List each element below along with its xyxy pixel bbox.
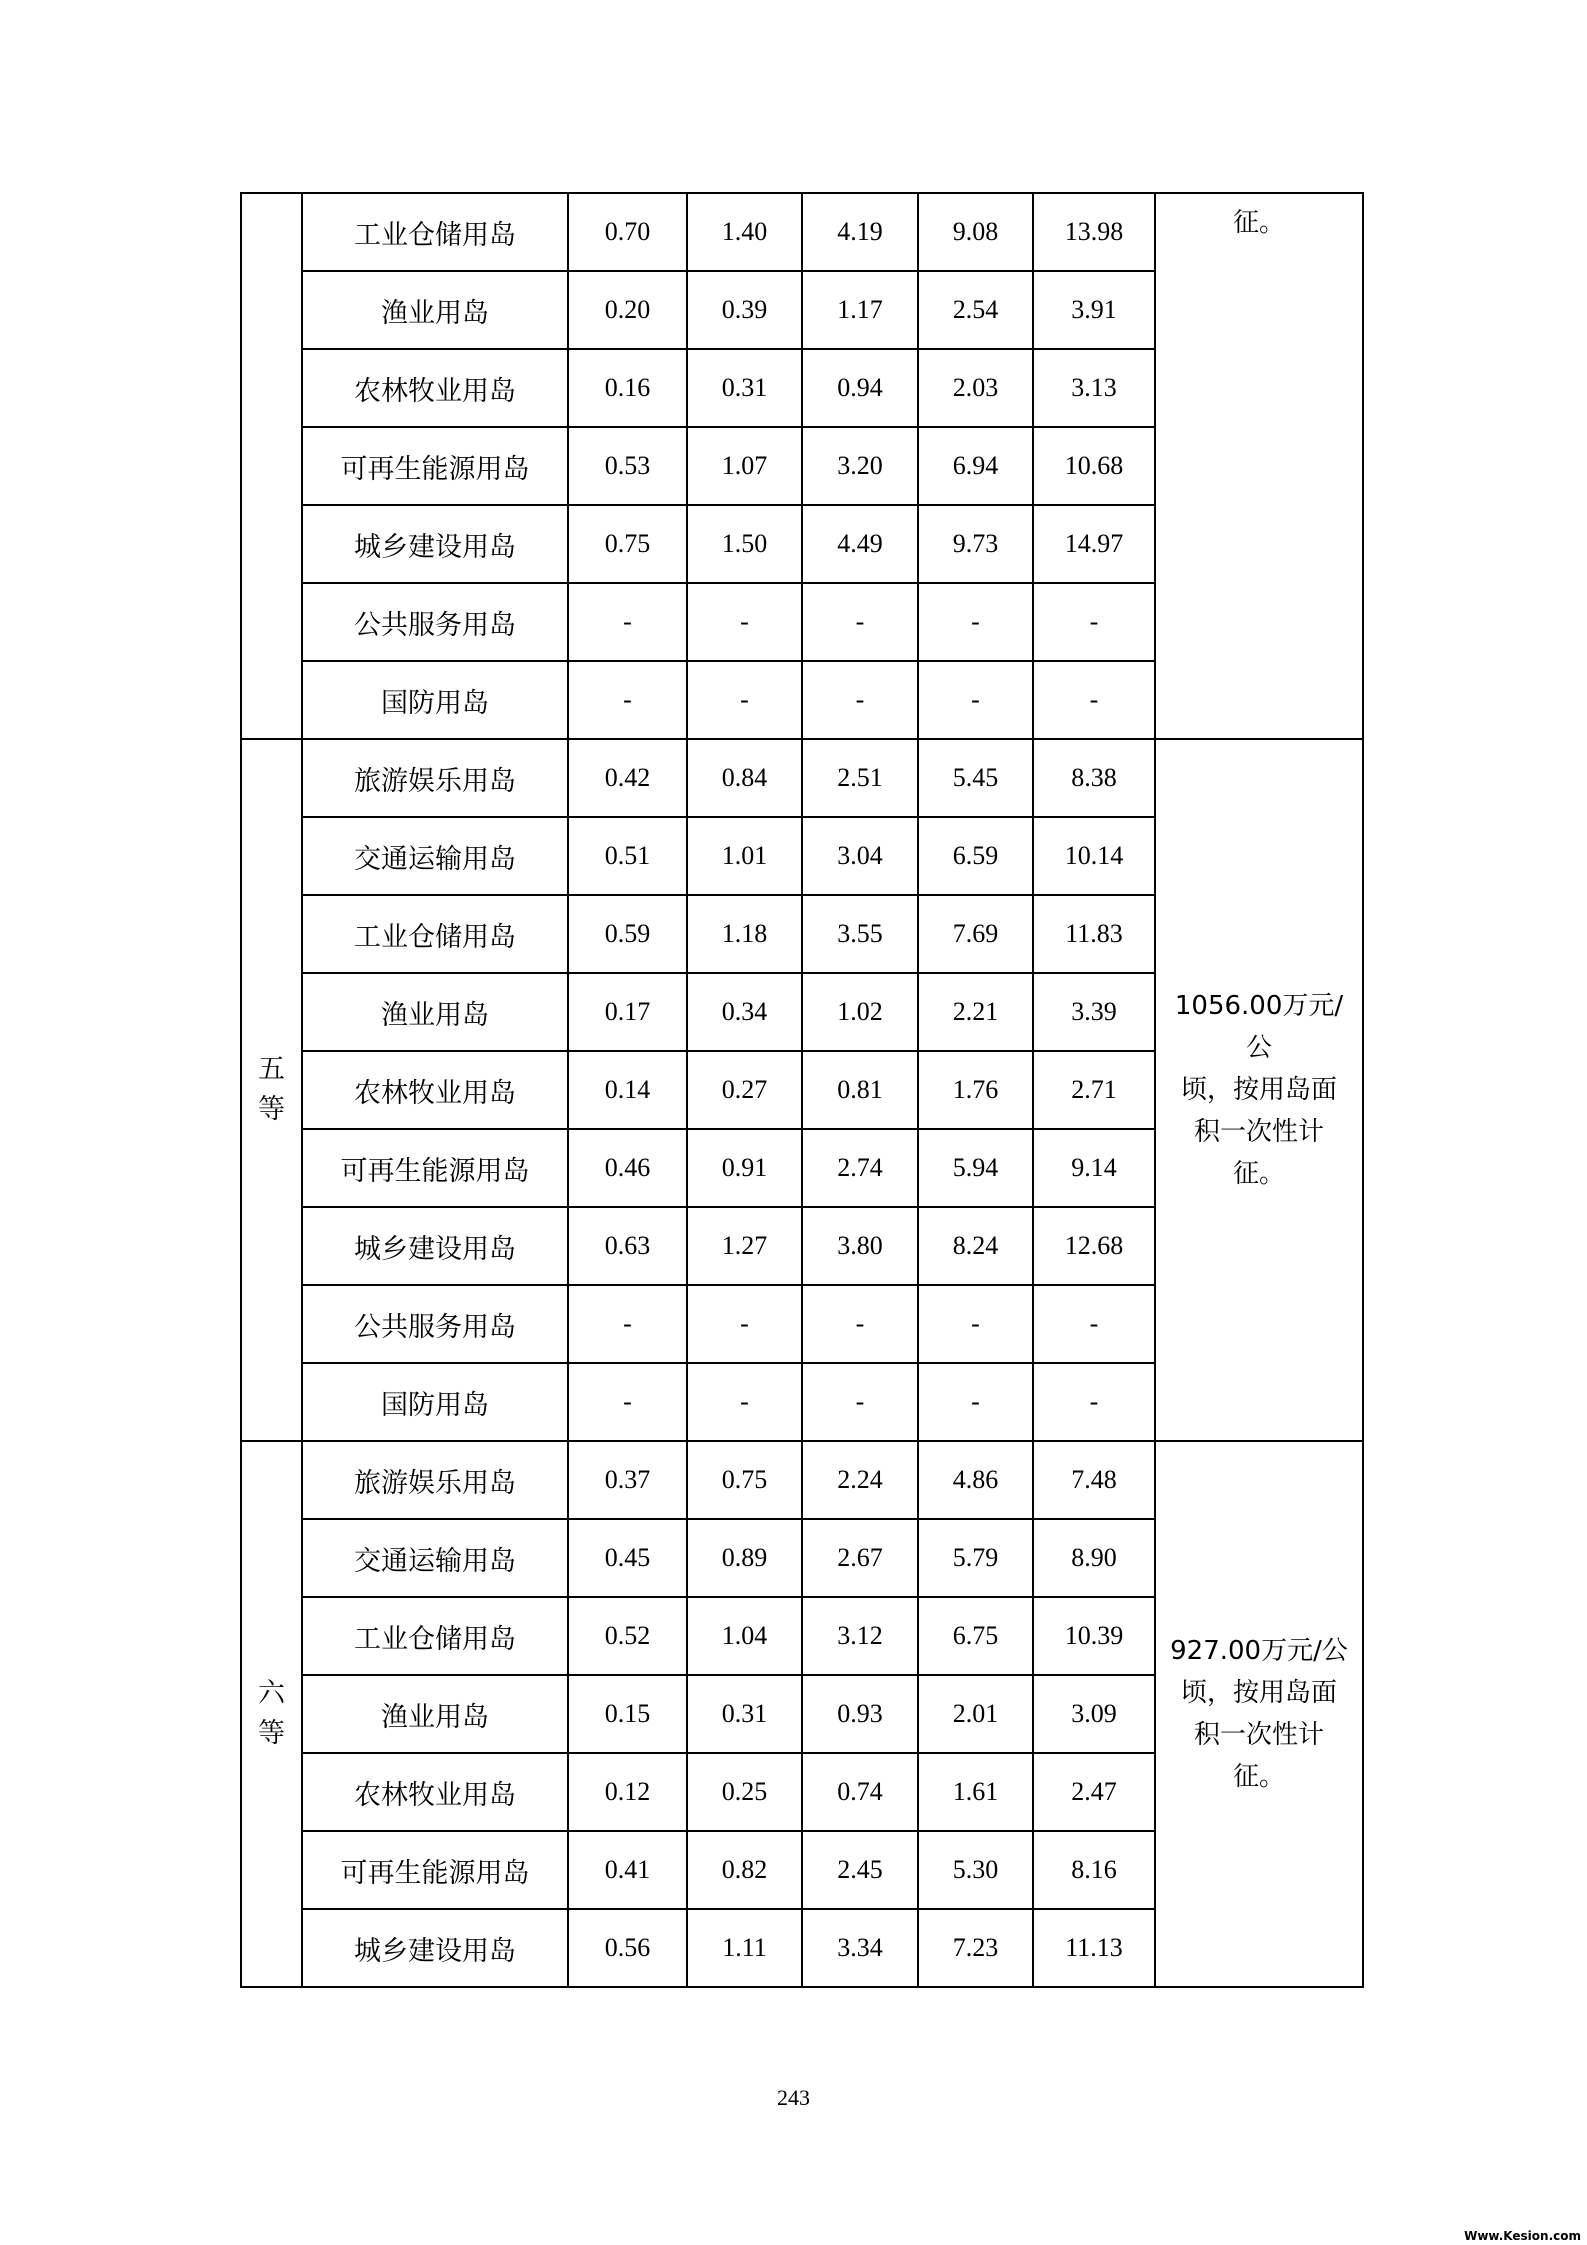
table-row [241,193,1363,271]
island-use-type: 城乡建设用岛 [302,1909,568,1987]
fee-value-cell: 3.80 [802,1207,918,1285]
fee-value-cell: 0.89 [687,1519,802,1597]
fee-value-cell: 0.75 [568,505,687,583]
fee-value-cell: 0.39 [687,271,802,349]
fee-value-cell: 3.20 [802,427,918,505]
island-use-type: 国防用岛 [302,661,568,739]
fee-value-cell: 1.50 [687,505,802,583]
fee-value-cell: 0.81 [802,1051,918,1129]
fee-value-cell: - [802,583,918,661]
fee-value-cell: 0.51 [568,817,687,895]
fee-value-cell: - [687,1363,802,1441]
island-use-type: 农林牧业用岛 [302,349,568,427]
fee-note-line: 积一次性计 [1193,1117,1324,1147]
island-use-type: 工业仓储用岛 [302,895,568,973]
fee-value-cell: 3.13 [1033,349,1155,427]
fee-value-cell: 0.74 [802,1753,918,1831]
island-use-type: 渔业用岛 [302,973,568,1051]
fee-note-line: 征。 [1232,208,1285,238]
island-use-type: 可再生能源用岛 [302,1831,568,1909]
grade-label: 等 [258,1718,285,1749]
fee-value-cell: 9.08 [918,193,1033,271]
fee-value-cell: 8.90 [1033,1519,1155,1597]
fee-value-cell: 0.31 [687,1675,802,1753]
island-use-type: 渔业用岛 [302,1675,568,1753]
fee-value-cell: 0.56 [568,1909,687,1987]
island-use-type: 国防用岛 [302,1363,568,1441]
fee-value-cell: 3.34 [802,1909,918,1987]
fee-value-cell: 13.98 [1033,193,1155,271]
fee-value-cell: 2.45 [802,1831,918,1909]
fee-value-cell: 0.52 [568,1597,687,1675]
fee-value-cell: - [687,583,802,661]
fee-value-cell: - [568,1363,687,1441]
fee-value-cell: 3.55 [802,895,918,973]
fee-value-cell: 7.48 [1033,1441,1155,1519]
island-use-type: 城乡建设用岛 [302,1207,568,1285]
fee-value-cell: 0.37 [568,1441,687,1519]
fee-value-cell: 0.16 [568,349,687,427]
fee-value-cell: 1.27 [687,1207,802,1285]
fee-value-cell: 1.17 [802,271,918,349]
fee-value-cell: - [568,661,687,739]
fee-value-cell: 9.14 [1033,1129,1155,1207]
island-use-type: 工业仓储用岛 [302,1597,568,1675]
fee-value-cell: - [802,661,918,739]
fee-value-cell: 0.93 [802,1675,918,1753]
fee-value-cell: 1.07 [687,427,802,505]
island-use-type: 可再生能源用岛 [302,427,568,505]
fee-value-cell: 8.16 [1033,1831,1155,1909]
fee-note-cell [1155,1441,1363,1987]
fee-value-cell: 0.82 [687,1831,802,1909]
fee-value-cell: 0.27 [687,1051,802,1129]
fee-note-line: 征。 [1232,1762,1285,1792]
fee-value-cell: 4.19 [802,193,918,271]
fee-value-cell: 0.42 [568,739,687,817]
fee-value-cell: 2.24 [802,1441,918,1519]
fee-value-cell: 1.40 [687,193,802,271]
fee-value-cell: - [1033,661,1155,739]
fee-value-cell: 5.30 [918,1831,1033,1909]
fee-value-cell: 0.53 [568,427,687,505]
fee-value-cell: 3.09 [1033,1675,1155,1753]
fee-note-line: 1056.00万元/公 [1174,991,1344,1063]
fee-value-cell: 6.75 [918,1597,1033,1675]
fee-value-cell: 1.76 [918,1051,1033,1129]
fee-value-cell: 0.20 [568,271,687,349]
fee-value-cell: 10.39 [1033,1597,1155,1675]
fee-note-line: 顷，按用岛面 [1180,1075,1337,1105]
fee-note-line: 顷，按用岛面 [1180,1678,1337,1708]
fee-value-cell: 0.70 [568,193,687,271]
fee-value-cell: 1.61 [918,1753,1033,1831]
fee-value-cell: 6.94 [918,427,1033,505]
table-row [241,739,1363,817]
fee-value-cell: 11.83 [1033,895,1155,973]
fee-value-cell: 0.75 [687,1441,802,1519]
island-use-type: 农林牧业用岛 [302,1753,568,1831]
fee-value-cell: 9.73 [918,505,1033,583]
site-watermark: Www.Kesion.com [1464,2229,1581,2243]
fee-value-cell: 2.74 [802,1129,918,1207]
fee-value-cell: 4.49 [802,505,918,583]
fee-value-cell: 5.79 [918,1519,1033,1597]
fee-value-cell: 1.02 [802,973,918,1051]
fee-note-line: 征。 [1232,1159,1285,1189]
fee-value-cell: 8.38 [1033,739,1155,817]
island-fee-table [240,192,1364,1988]
fee-value-cell: - [687,661,802,739]
island-use-type: 公共服务用岛 [302,583,568,661]
fee-value-cell: 2.47 [1033,1753,1155,1831]
fee-value-cell: 0.94 [802,349,918,427]
island-use-type: 工业仓储用岛 [302,193,568,271]
table-body [241,193,1363,1987]
fee-value-cell: 2.51 [802,739,918,817]
fee-value-cell: 0.17 [568,973,687,1051]
fee-value-cell: 11.13 [1033,1909,1155,1987]
fee-value-cell: 0.31 [687,349,802,427]
fee-value-cell: 1.18 [687,895,802,973]
fee-value-cell: 1.01 [687,817,802,895]
fee-value-cell: 10.14 [1033,817,1155,895]
fee-value-cell: 5.45 [918,739,1033,817]
fee-value-cell: 0.84 [687,739,802,817]
fee-value-cell: 0.15 [568,1675,687,1753]
fee-note-line: 积一次性计 [1193,1720,1324,1750]
fee-value-cell: 3.12 [802,1597,918,1675]
fee-value-cell: 10.68 [1033,427,1155,505]
fee-value-cell: 8.24 [918,1207,1033,1285]
fee-value-cell: - [1033,583,1155,661]
island-use-type: 公共服务用岛 [302,1285,568,1363]
fee-value-cell: 2.03 [918,349,1033,427]
fee-note-cell [1155,193,1363,739]
island-use-type: 渔业用岛 [302,271,568,349]
fee-value-cell: 2.67 [802,1519,918,1597]
fee-value-cell: 3.91 [1033,271,1155,349]
fee-value-cell: - [918,1363,1033,1441]
fee-value-cell: - [1033,1363,1155,1441]
island-use-type: 交通运输用岛 [302,817,568,895]
fee-value-cell: 3.04 [802,817,918,895]
fee-value-cell: 6.59 [918,817,1033,895]
fee-value-cell: 4.86 [918,1441,1033,1519]
fee-value-cell: 0.41 [568,1831,687,1909]
fee-value-cell: 3.39 [1033,973,1155,1051]
fee-value-cell: - [918,661,1033,739]
fee-value-cell: 2.71 [1033,1051,1155,1129]
fee-value-cell: 1.11 [687,1909,802,1987]
fee-value-cell: 7.23 [918,1909,1033,1987]
fee-value-cell: - [918,1285,1033,1363]
fee-value-cell: - [802,1285,918,1363]
fee-value-cell: 2.01 [918,1675,1033,1753]
fee-value-cell: 0.45 [568,1519,687,1597]
page-number: 243 [777,2085,810,2110]
fee-value-cell: - [687,1285,802,1363]
fee-value-cell: 7.69 [918,895,1033,973]
grade-cell [241,739,302,1441]
fee-value-cell: 14.97 [1033,505,1155,583]
island-use-type: 旅游娱乐用岛 [302,1441,568,1519]
fee-value-cell: 0.25 [687,1753,802,1831]
island-use-type: 旅游娱乐用岛 [302,739,568,817]
island-use-type: 农林牧业用岛 [302,1051,568,1129]
grade-label: 五 [258,1054,285,1085]
fee-note-line: 927.00万元/公 [1170,1636,1348,1666]
grade-label: 等 [258,1094,285,1125]
fee-value-cell: 0.63 [568,1207,687,1285]
island-use-type: 交通运输用岛 [302,1519,568,1597]
fee-value-cell: 2.21 [918,973,1033,1051]
fee-value-cell: - [568,583,687,661]
grade-cell [241,1441,302,1987]
fee-value-cell: 1.04 [687,1597,802,1675]
table-row [241,1441,1363,1519]
fee-value-cell: 0.34 [687,973,802,1051]
fee-value-cell: 0.91 [687,1129,802,1207]
fee-value-cell: 0.46 [568,1129,687,1207]
fee-value-cell: 0.14 [568,1051,687,1129]
fee-value-cell: 12.68 [1033,1207,1155,1285]
fee-value-cell: - [918,583,1033,661]
fee-value-cell: - [802,1363,918,1441]
fee-value-cell: 5.94 [918,1129,1033,1207]
island-use-type: 可再生能源用岛 [302,1129,568,1207]
grade-label: 六 [258,1678,285,1709]
fee-note-cell [1155,739,1363,1441]
island-use-type: 城乡建设用岛 [302,505,568,583]
fee-value-cell: 0.59 [568,895,687,973]
grade-cell [241,193,302,739]
fee-value-cell: - [568,1285,687,1363]
fee-value-cell: - [1033,1285,1155,1363]
fee-value-cell: 0.12 [568,1753,687,1831]
fee-value-cell: 2.54 [918,271,1033,349]
